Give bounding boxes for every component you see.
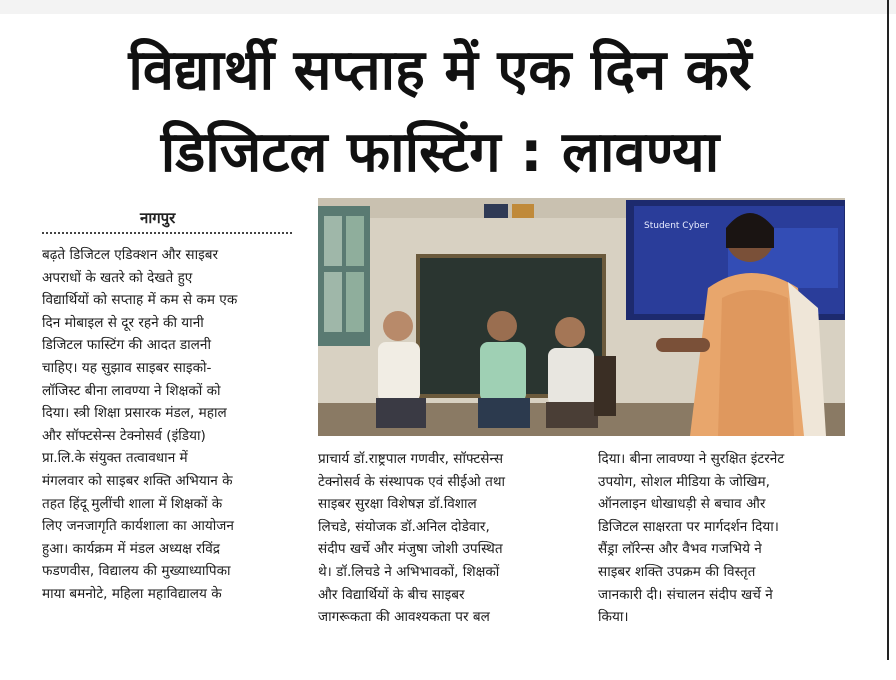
- text-line: संदीप खर्चे और मंजुषा जोशी उपस्थित: [318, 541, 503, 558]
- text-line: जानकारी दी। संचालन संदीप खर्चे ने: [598, 586, 773, 603]
- text-line: ऑनलाइन धोखाधड़ी से बचाव और: [598, 496, 766, 513]
- text-line: अपराधों के खतरे को देखते हुए: [42, 269, 193, 286]
- text-line: तहत हिंदू मुलींची शाला में शिक्षकों के: [42, 495, 223, 512]
- text-line: डिजिटल साक्षरता पर मार्गदर्शन दिया।: [598, 518, 779, 535]
- text-line: प्रा.लि.के संयुक्त तत्वावधान में: [42, 450, 188, 467]
- text-line: और सॉफ्टसेन्स टेक्नोसर्व (इंडिया): [42, 427, 206, 444]
- article-column-2: [318, 448, 588, 629]
- article-column-1: [42, 244, 298, 606]
- text-line: और विद्यार्थियों के बीच साइबर: [318, 586, 465, 603]
- text-line: साइबर सुरक्षा विशेषज्ञ डॉ.विशाल: [318, 496, 477, 513]
- text-line: दिन मोबाइल से दूर रहने की यानी: [42, 314, 204, 331]
- headline-line-2: डिजिटल फास्टिंग : लावण्या: [160, 120, 720, 185]
- text-line: किया।: [598, 609, 629, 626]
- text-line: उपयोग, सोशल मीडिया के जोखिम,: [598, 473, 770, 490]
- text-line: हुआ। कार्यक्रम में मंडल अध्यक्ष रविंद्र: [42, 540, 221, 557]
- text-line: फडणवीस, विद्यालय की मुख्याध्यापिका: [42, 563, 231, 580]
- text-line: थे। डॉ.लिचडे ने अभिभावकों, शिक्षकों: [318, 563, 500, 580]
- dotted-divider: [42, 232, 292, 234]
- text-line: साइबर शक्ति उपक्रम की विस्तृत: [598, 563, 756, 580]
- text-line: सैंड्रा लॉरेन्स और वैभव गजभिये ने: [598, 541, 762, 558]
- text-line: दिया। बीना लावण्या ने सुरक्षित इंटरनेट: [598, 451, 785, 467]
- text-line: माया बमनोटे, महिला महाविद्यालय के: [42, 585, 222, 602]
- text-line: दिया। स्त्री शिक्षा प्रसारक मंडल, महाल: [42, 405, 227, 422]
- text-line: प्राचार्य डॉ.राष्ट्रपाल गणवीर, सॉफ्टसेन्स: [318, 451, 504, 467]
- headline-line-1: विद्यार्थी सप्ताह में एक दिन करें: [128, 38, 752, 103]
- article-column-3: [598, 448, 868, 629]
- text-line: विद्यार्थियों को सप्ताह में कम से कम एक: [42, 292, 238, 309]
- text-line: मंगलवार को साइबर शक्ति अभियान के: [42, 472, 233, 489]
- text-line: टेक्नोसर्व के संस्थापक एवं सीईओ तथा: [318, 473, 506, 490]
- text-line: चाहिए। यह सुझाव साइबर साइको-: [42, 359, 212, 376]
- clipping-top-strip: [0, 0, 896, 14]
- text-line: लॉजिस्ट बीना लावण्या ने शिक्षकों को: [42, 382, 221, 399]
- event-photo-illustration: [318, 198, 845, 436]
- event-photo: [318, 198, 845, 436]
- text-line: बढ़ते डिजिटल एडिक्शन और साइबर: [42, 247, 219, 263]
- text-line: लिचडे, संयोजक डॉ.अनिल दोडेवार,: [318, 518, 490, 535]
- column-rule: [887, 0, 889, 660]
- screen-text: Student Cyber: [644, 221, 709, 231]
- text-line: लिए जनजागृति कार्यशाला का आयोजन: [42, 518, 234, 535]
- text-line: डिजिटल फास्टिंग की आदत डालनी: [42, 337, 211, 354]
- dateline: नागपुर: [140, 209, 176, 227]
- text-line: जागरूकता की आवश्यकता पर बल: [318, 609, 490, 626]
